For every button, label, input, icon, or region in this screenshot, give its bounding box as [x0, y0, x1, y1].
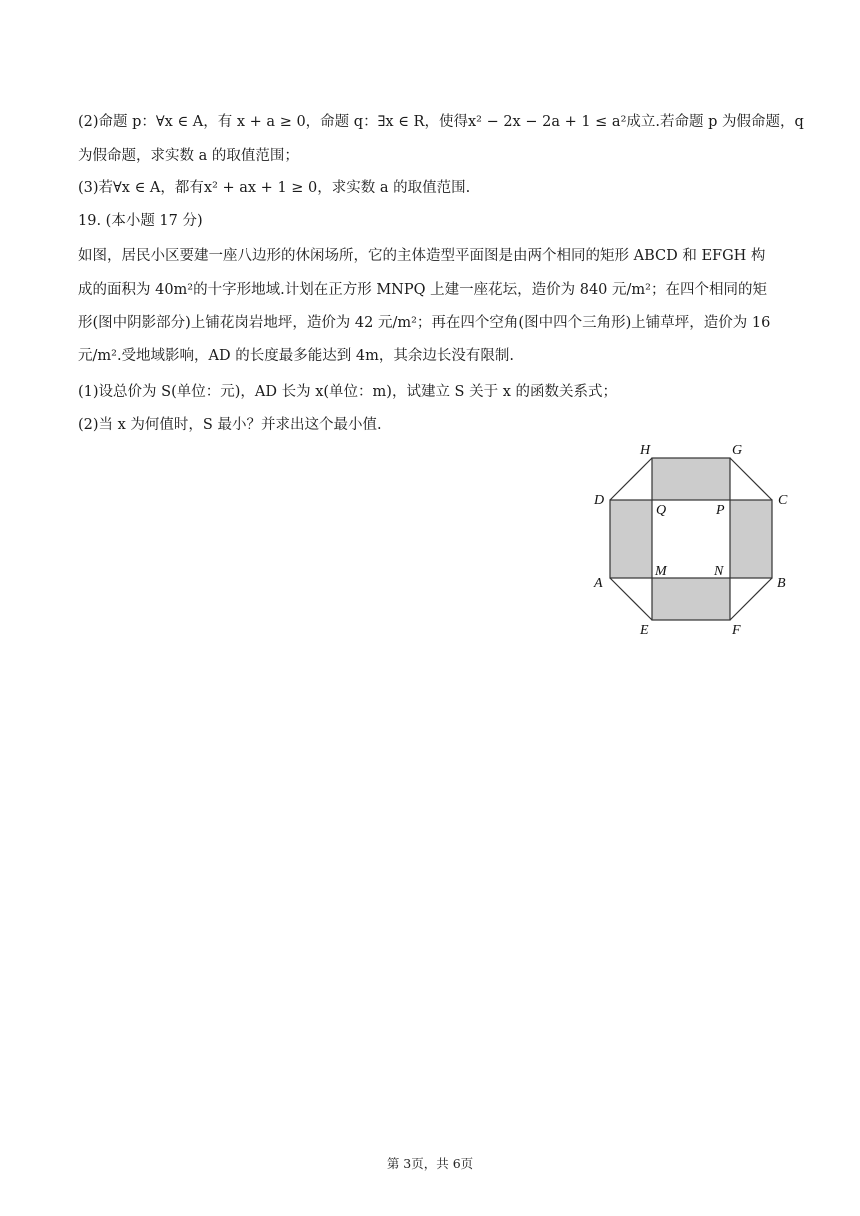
label-m: M — [655, 564, 667, 579]
q19-line1: 如图，居民小区要建一座八边形的休闲场所，它的主体造型平面图是由两个相同的矩形 ABCD 和 EFGH 构 — [78, 248, 766, 264]
q18-part2-line1: (2)命题 p：∀x ∈ A，有 x + a ≥ 0，命题 q：∃x ∈ R，使得x² − 2x − 2a + 1 ≤ a²成立.若命题 p 为假命题，q — [78, 114, 804, 130]
label-n: N — [714, 564, 724, 579]
q18-part2-line2: 为假命题，求实数 a 的取值范围； — [78, 148, 299, 164]
q18-part3: (3)若∀x ∈ A，都有x² + ax + 1 ≥ 0，求实数 a 的取值范围. — [78, 180, 471, 196]
q19-line2: 成的面积为 40m²的十字形地域.计划在正方形 MNPQ 上建一座花坛，造价为 840 元/m²；在四个相同的矩 — [78, 282, 767, 298]
label-a: A — [594, 576, 603, 591]
q19-line3: 形(图中阴影部分)上铺花岗岩地坪，造价为 42 元/m²；再在四个空角(图中四个三角形)上铺草坪，造价为 16 — [78, 315, 771, 331]
label-h: H — [640, 443, 651, 458]
triangle-edge-gc — [730, 458, 772, 500]
q19-header: 19. (本小题 17 分) — [78, 213, 203, 229]
label-c: C — [778, 493, 788, 508]
label-g: G — [732, 443, 743, 458]
shaded-rectangles — [610, 458, 772, 620]
q19-part1: (1)设总价为 S(单位：元)，AD 长为 x(单位：m)，试建立 S 关于 x 的函数关系式； — [78, 384, 617, 400]
label-p: P — [716, 503, 725, 518]
shaded-rect-left — [610, 500, 652, 578]
triangle-edge-dh — [610, 458, 652, 500]
label-f: F — [732, 623, 741, 638]
triangle-edge-bf — [730, 578, 772, 620]
octagon-figure — [590, 438, 800, 644]
q19-line4: 元/m².受地域影响，AD 的长度最多能达到 4m，其余边长没有限制. — [78, 348, 514, 364]
label-d: D — [594, 493, 605, 508]
shaded-rect-right — [730, 500, 772, 578]
q19-part2: (2)当 x 为何值时，S 最小？并求出这个最小值. — [78, 417, 382, 433]
label-q: Q — [656, 503, 667, 518]
page-footer: 第 3页，共 6页 — [386, 1156, 474, 1171]
shaded-rect-top — [652, 458, 730, 500]
shaded-rect-bottom — [652, 578, 730, 620]
label-e: E — [640, 623, 649, 638]
label-b: B — [777, 576, 786, 591]
triangle-edge-ea — [610, 578, 652, 620]
